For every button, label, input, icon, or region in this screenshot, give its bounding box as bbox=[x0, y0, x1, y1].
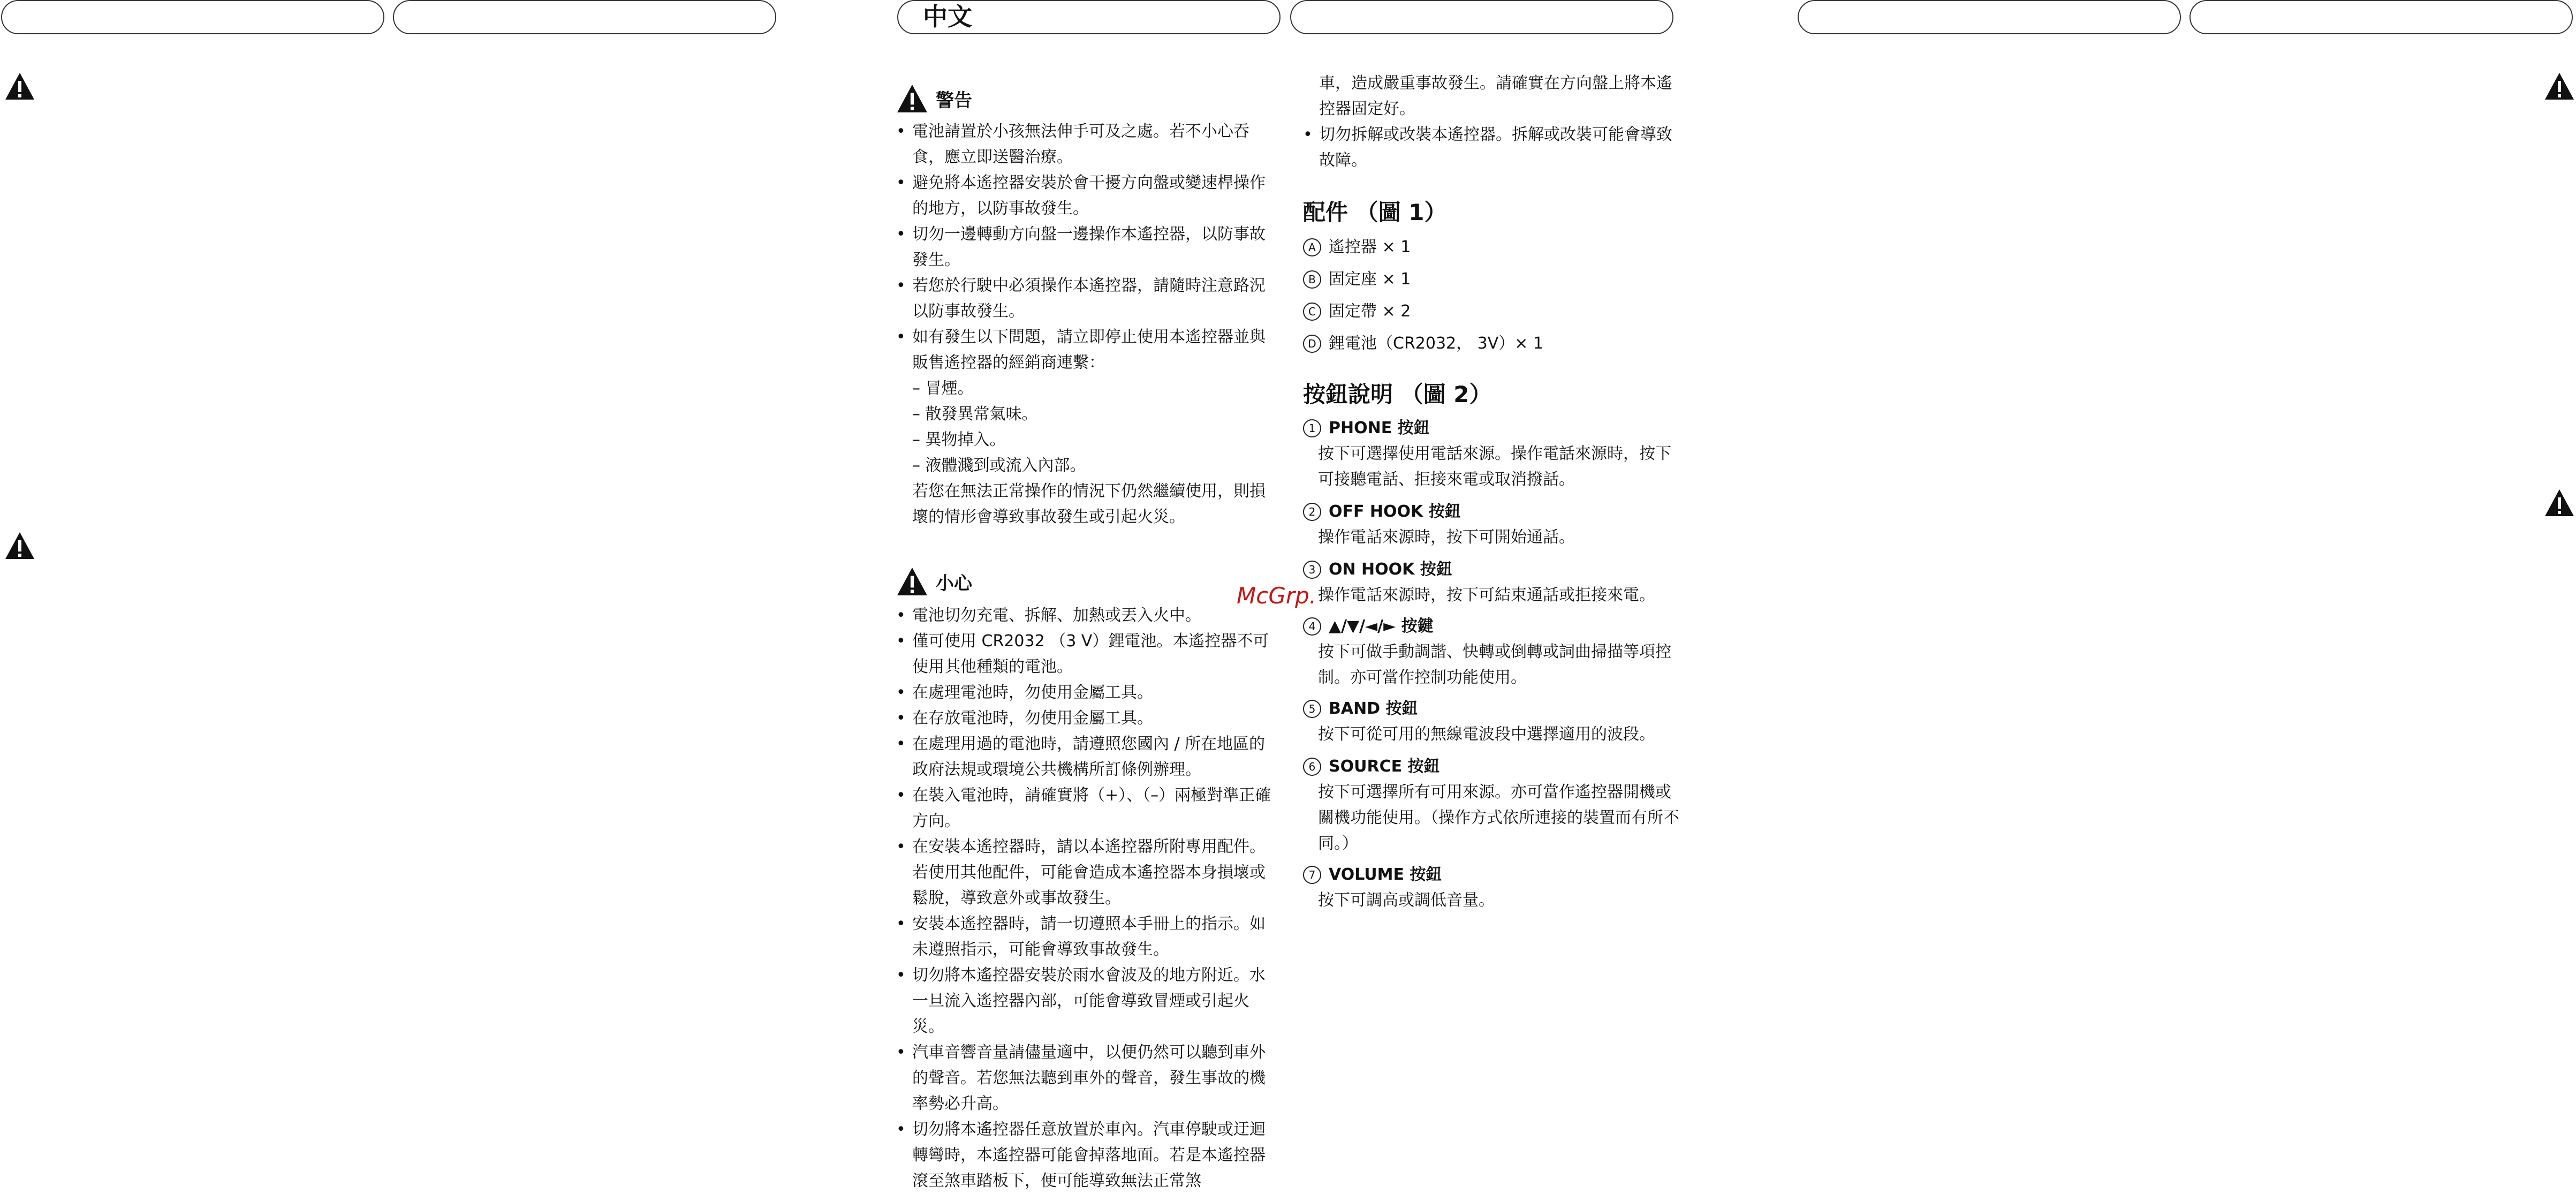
caution-item: • 切勿拆解或改裝本遙控器。拆解或改裝可能會導致故障。 bbox=[1303, 122, 1686, 173]
button-desc: 操作電話來源時，按下可結束通話或拒接來電。 bbox=[1318, 586, 1655, 604]
button-desc: 操作電話來源時，按下可開始通話。 bbox=[1318, 528, 1575, 547]
warning-item: • 避免將本遙控器安裝於會干擾方向盤或變速桿操作的地方，以防事故發生。 bbox=[896, 170, 1279, 222]
warning-heading bbox=[896, 84, 972, 114]
caution-title: 小心 bbox=[936, 572, 972, 594]
caution-item: • 在裝入電池時，請確實將（+）、（–）兩極對準正確方向。 bbox=[896, 783, 1279, 834]
button-name bbox=[1303, 754, 1686, 780]
accessory-text: 固定座 × 1 bbox=[1329, 270, 1411, 289]
button-label: SOURCE 按鈕 bbox=[1329, 757, 1440, 776]
warning-icon bbox=[896, 566, 928, 596]
circled-letter: A bbox=[1303, 238, 1321, 256]
circled-number: 2 bbox=[1303, 503, 1321, 521]
caution-item: • 切勿將本遙控器安裝於雨水會波及的地方附近。水一旦流入遙控器內部，可能會導致冒煙或引起火災。 bbox=[896, 963, 1279, 1040]
accessory-item bbox=[1303, 235, 1411, 260]
accessory-text: 遙控器 × 1 bbox=[1329, 238, 1411, 256]
blank-tab-1 bbox=[1, 0, 384, 34]
warning-item: • 電池請置於小孩無法伸手可及之處。若不小心吞食，應立即送醫治療。 bbox=[896, 119, 1279, 170]
button-label: VOLUME 按鈕 bbox=[1329, 865, 1442, 884]
caution-item: • 在存放電池時，勿使用金屬工具。 bbox=[896, 706, 1279, 731]
language-tab: 中文 bbox=[897, 0, 1281, 34]
warning-item: • 若您於行駛中必須操作本遙控器，請隨時注意路況以防事故發生。 bbox=[896, 273, 1279, 324]
circled-letter: B bbox=[1303, 270, 1321, 289]
accessory-item bbox=[1303, 267, 1411, 292]
blank-tab-5 bbox=[2189, 0, 2573, 34]
circled-letter: C bbox=[1303, 303, 1321, 321]
button-label: ON HOOK 按鈕 bbox=[1329, 560, 1452, 579]
button-desc: 按下可做手動調諧、快轉或倒轉或詞曲掃描等項控制。亦可當作控制功能使用。 bbox=[1318, 643, 1671, 687]
caution-item: • 切勿將本遙控器任意放置於車內。汽車停駛或迂迴轉彎時，本遙控器可能會掉落地面。若是本遙控器滾至煞車踏板下，便可能導致無法正常煞 bbox=[896, 1117, 1279, 1194]
accessory-item bbox=[1303, 299, 1411, 324]
circled-number: 3 bbox=[1303, 561, 1321, 579]
blank-tab-4 bbox=[1798, 0, 2181, 34]
warning-icon bbox=[2544, 488, 2575, 517]
caution-item: • 在安裝本遙控器時，請以本遙控器所附專用配件。若使用其他配件，可能會造成本遙控器本身損壞或鬆脫，導致意外或事故發生。 bbox=[896, 834, 1279, 911]
button-name bbox=[1303, 696, 1686, 722]
button-name bbox=[1303, 557, 1686, 583]
caution-continuation: 車，造成嚴重事故發生。請確實在方向盤上將本遙控器固定好。 bbox=[1319, 74, 1672, 118]
blank-tab-3 bbox=[1290, 0, 1673, 34]
warning-sub-item: – 散發異常氣味。 bbox=[912, 405, 1038, 424]
warning-sub-item: – 異物掉入。 bbox=[912, 430, 1006, 449]
button-description bbox=[1303, 415, 1686, 493]
button-name bbox=[1303, 499, 1686, 525]
circled-letter: D bbox=[1303, 335, 1321, 353]
caution-item: • 在處理用過的電池時，請遵照您國內 / 所在地區的政府法規或環境公共機構所訂條例辦理。 bbox=[896, 731, 1279, 783]
accessory-item bbox=[1303, 331, 1543, 357]
warning-sub-item: – 液體濺到或流入內部。 bbox=[912, 456, 1086, 475]
caution-item: • 僅可使用 CR2032 （3 V）鋰電池。本遙控器不可使用其他種類的電池。 bbox=[896, 629, 1279, 680]
buttons-title: 按鈕說明 （圖 2） bbox=[1303, 381, 1492, 407]
button-label: PHONE 按鈕 bbox=[1329, 419, 1430, 437]
warning-icon bbox=[4, 72, 35, 101]
button-desc: 按下可調高或調低音量。 bbox=[1318, 891, 1495, 910]
warning-icon bbox=[896, 84, 928, 114]
caution-list bbox=[896, 603, 1279, 1194]
button-label: ▲/▼/◄/► 按鍵 bbox=[1329, 617, 1434, 636]
caution-item: • 安裝本遙控器時，請一切遵照本手冊上的指示。如未遵照指示，可能會導致事故發生。 bbox=[896, 911, 1279, 963]
caution-item: • 電池切勿充電、拆解、加熱或丟入火中。 bbox=[896, 603, 1279, 629]
warning-item: • 如有發生以下問題，請立即停止使用本遙控器並與販售遙控器的經銷商連繫： bbox=[896, 324, 1279, 376]
watermark: McGrp. bbox=[1237, 583, 1317, 609]
accessories-title: 配件 （圖 1） bbox=[1303, 199, 1447, 225]
button-description bbox=[1303, 696, 1686, 747]
circled-number: 6 bbox=[1303, 758, 1321, 776]
button-description bbox=[1303, 557, 1686, 608]
warning-icon bbox=[2544, 72, 2575, 101]
caution-item: • 汽車音響音量請儘量適中，以便仍然可以聽到車外的聲音。若您無法聽到車外的聲音，發生事故的機率勢必升高。 bbox=[896, 1040, 1279, 1117]
blank-tab-2 bbox=[393, 0, 776, 34]
button-desc: 按下可選擇所有可用來源。亦可當作遙控器開機或關機功能使用。（操作方式依所連接的裝置而有所不同。） bbox=[1318, 783, 1679, 853]
button-description bbox=[1303, 614, 1686, 691]
button-name bbox=[1303, 614, 1686, 639]
warning-list bbox=[896, 119, 1279, 530]
button-label: BAND 按鈕 bbox=[1329, 699, 1418, 718]
accessory-text: 鋰電池（CR2032， 3V）× 1 bbox=[1329, 334, 1544, 353]
warning-title: 警告 bbox=[936, 89, 972, 111]
button-desc: 按下可選擇使用電話來源。操作電話來源時，按下可接聽電話、拒接來電或取消撥話。 bbox=[1318, 444, 1671, 489]
accessory-text: 固定帶 × 2 bbox=[1329, 302, 1411, 321]
button-desc: 按下可從可用的無線電波段中選擇適用的波段。 bbox=[1318, 725, 1655, 744]
caution-heading bbox=[896, 566, 972, 596]
button-name bbox=[1303, 862, 1686, 888]
button-description bbox=[1303, 754, 1686, 857]
button-label: OFF HOOK 按鈕 bbox=[1329, 502, 1461, 521]
warning-icon bbox=[4, 531, 35, 560]
circled-number: 5 bbox=[1303, 700, 1321, 718]
warning-sub-item: – 冒煙。 bbox=[912, 379, 974, 398]
button-description bbox=[1303, 499, 1686, 550]
button-description bbox=[1303, 862, 1686, 913]
button-name bbox=[1303, 415, 1686, 441]
continued-list bbox=[1303, 71, 1686, 173]
warning-item: • 切勿一邊轉動方向盤一邊操作本遙控器，以防事故發生。 bbox=[896, 222, 1279, 273]
circled-number: 4 bbox=[1303, 617, 1321, 636]
caution-item: • 在處理電池時，勿使用金屬工具。 bbox=[896, 680, 1279, 706]
circled-number: 7 bbox=[1303, 866, 1321, 884]
circled-number: 1 bbox=[1303, 419, 1321, 437]
warning-closing: 若您在無法正常操作的情況下仍然繼續使用，則損壞的情形會導致事故發生或引起火災。 bbox=[912, 482, 1266, 526]
